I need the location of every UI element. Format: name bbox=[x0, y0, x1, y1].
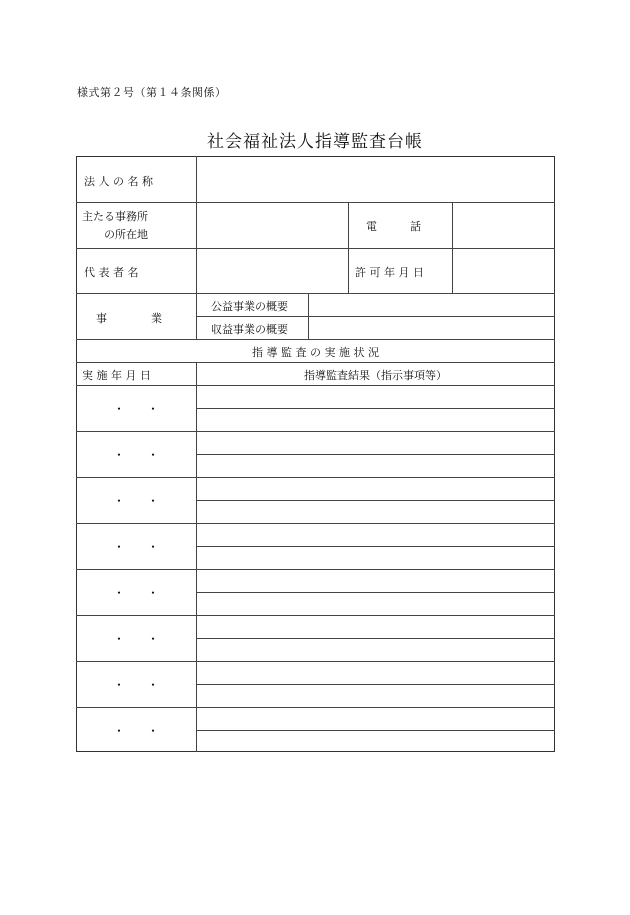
date-separator-dot: ・ bbox=[113, 402, 126, 416]
inspection-result-field[interactable] bbox=[198, 386, 553, 407]
inspection-result-field[interactable] bbox=[198, 616, 553, 637]
inspection-result-field[interactable] bbox=[198, 478, 553, 499]
profit-business-field[interactable] bbox=[310, 318, 553, 338]
address-label-line2: の所在地 bbox=[104, 228, 148, 241]
date-separator-dot: ・ bbox=[113, 448, 126, 462]
phone-field[interactable] bbox=[454, 204, 553, 247]
inspection-result-field[interactable] bbox=[198, 639, 553, 660]
column-divider bbox=[308, 293, 309, 339]
row-divider bbox=[196, 316, 555, 317]
inspection-result-field[interactable] bbox=[198, 501, 553, 522]
inspection-date-cell[interactable] bbox=[76, 722, 196, 738]
inspection-result-field[interactable] bbox=[198, 685, 553, 706]
column-divider bbox=[348, 202, 349, 293]
date-separator-dot: ・ bbox=[147, 494, 160, 508]
inspection-result-field[interactable] bbox=[198, 570, 553, 591]
phone-label: 電 話 bbox=[366, 220, 421, 233]
date-separator-dot: ・ bbox=[147, 402, 160, 416]
date-separator-dot: ・ bbox=[147, 540, 160, 554]
date-separator-dot: ・ bbox=[113, 540, 126, 554]
inspection-date-cell[interactable] bbox=[76, 492, 196, 508]
inspection-result-field[interactable] bbox=[198, 731, 553, 752]
inspection-result-field[interactable] bbox=[198, 455, 553, 476]
row-divider bbox=[76, 339, 555, 340]
inspection-date-cell[interactable] bbox=[76, 630, 196, 646]
inspection-result-field[interactable] bbox=[198, 708, 553, 729]
inspection-result-field[interactable] bbox=[198, 409, 553, 430]
inspection-date-cell[interactable] bbox=[76, 584, 196, 600]
corporation-name-field[interactable] bbox=[198, 158, 553, 201]
date-separator-dot: ・ bbox=[147, 678, 160, 692]
public-business-label: 公益事業の概要 bbox=[211, 300, 288, 313]
date-separator-dot: ・ bbox=[147, 724, 160, 738]
business-label: 事 業 bbox=[96, 312, 162, 325]
inspection-result-field[interactable] bbox=[198, 547, 553, 568]
inspection-result-field[interactable] bbox=[198, 662, 553, 683]
address-label-line1: 主たる事務所 bbox=[82, 210, 148, 223]
inspection-date-cell[interactable] bbox=[76, 676, 196, 692]
column-divider bbox=[452, 202, 453, 293]
inspection-result-field[interactable] bbox=[198, 524, 553, 545]
date-separator-dot: ・ bbox=[147, 448, 160, 462]
address-field[interactable] bbox=[198, 204, 346, 247]
form-number: 様式第２号（第１４条関係） bbox=[77, 86, 227, 99]
date-separator-dot: ・ bbox=[113, 494, 126, 508]
date-separator-dot: ・ bbox=[147, 586, 160, 600]
row-divider bbox=[76, 248, 555, 249]
profit-business-label: 収益事業の概要 bbox=[211, 323, 288, 336]
inspection-result-header: 指導監査結果（指示事項等） bbox=[304, 369, 447, 382]
date-separator-dot: ・ bbox=[113, 678, 126, 692]
inspection-date-cell[interactable] bbox=[76, 400, 196, 416]
representative-field[interactable] bbox=[198, 250, 346, 292]
date-separator-dot: ・ bbox=[113, 632, 126, 646]
date-separator-dot: ・ bbox=[147, 632, 160, 646]
inspection-date-cell[interactable] bbox=[76, 446, 196, 462]
row-divider bbox=[76, 202, 555, 203]
corporation-name-label: 法 人 の 名 称 bbox=[84, 175, 153, 188]
row-divider bbox=[76, 362, 555, 363]
row-divider bbox=[76, 293, 555, 294]
date-separator-dot: ・ bbox=[113, 586, 126, 600]
permit-date-field[interactable] bbox=[454, 250, 553, 292]
inspection-result-field[interactable] bbox=[198, 432, 553, 453]
date-separator-dot: ・ bbox=[113, 724, 126, 738]
column-divider bbox=[196, 362, 197, 752]
column-divider bbox=[196, 156, 197, 339]
inspection-date-cell[interactable] bbox=[76, 538, 196, 554]
representative-label: 代 表 者 名 bbox=[84, 266, 139, 279]
document-title: 社会福祉法人指導監査台帳 bbox=[207, 132, 423, 152]
permit-date-label: 許 可 年 月 日 bbox=[355, 266, 424, 279]
inspection-section-title: 指 導 監 査 の 実 施 状 況 bbox=[252, 346, 379, 359]
inspection-date-header: 実 施 年 月 日 bbox=[82, 369, 151, 382]
inspection-result-field[interactable] bbox=[198, 593, 553, 614]
public-business-field[interactable] bbox=[310, 295, 553, 315]
